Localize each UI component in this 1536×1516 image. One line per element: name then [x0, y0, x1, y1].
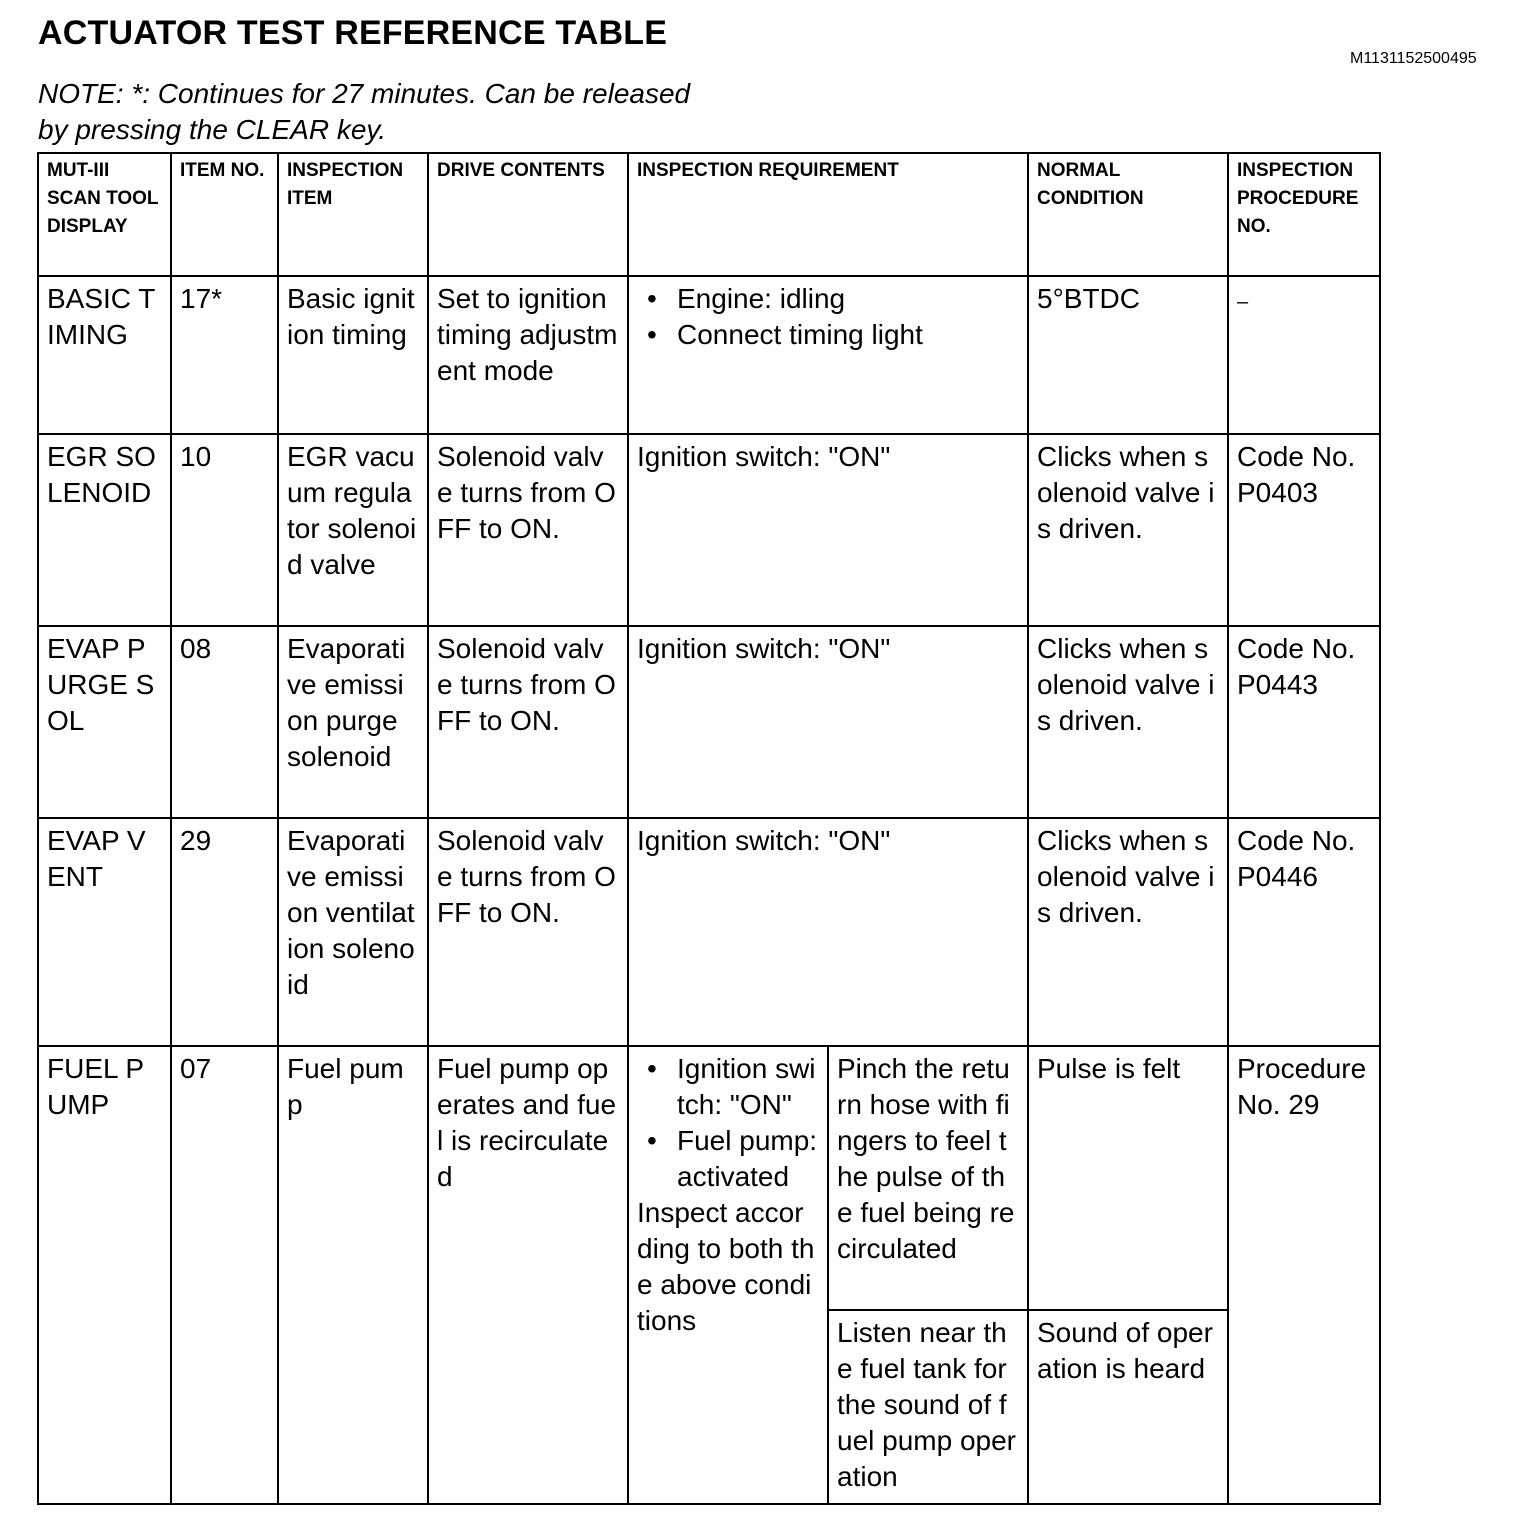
actuator-test-table [37, 152, 1381, 1505]
table-row [38, 626, 1380, 818]
cell-normal-condition: Pulse is felt [1028, 1046, 1228, 1310]
cell-inspection-requirement: Ignition switch: "ON" [628, 434, 1028, 626]
cell-drive-contents: Solenoid valve turns from OFF to ON. [428, 818, 628, 1046]
cell-drive-contents: Fuel pump operates and fuel is recirculated [428, 1046, 628, 1504]
requirement-bullet: • Fuel pump: activated [637, 1123, 819, 1195]
table-header-row [38, 153, 1380, 276]
note-line-2: by pressing the CLEAR key. [38, 114, 387, 145]
cell-normal-condition: Sound of operation is heard [1028, 1310, 1228, 1504]
cell-inspection-requirement [628, 1046, 828, 1504]
cell-item-no: 29 [171, 818, 278, 1046]
cell-inspection-item: Evaporative emission purge solenoid [278, 626, 428, 818]
cell-display: EGR SOLENOID [38, 434, 171, 626]
cell-procedure-no: Code No. P0403 [1228, 434, 1380, 626]
cell-inspection-item: Evaporative emission ventilation solenoid [278, 818, 428, 1046]
header-normal-condition: NORMAL CONDITION [1028, 153, 1228, 276]
document-id: M1131152500495 [1350, 50, 1477, 67]
table-row [38, 818, 1380, 1046]
cell-inspection-requirement [628, 276, 1028, 434]
header-procedure-no: INSPECTION PROCEDURE NO. [1228, 153, 1380, 276]
cell-normal-condition: Clicks when solenoid valve is driven. [1028, 626, 1228, 818]
cell-procedure-no: Code No.P0446 [1228, 818, 1380, 1046]
note-line-1: NOTE: *: Continues for 27 minutes. Can be released [38, 78, 691, 109]
cell-inspection-item: EGR vacuum regulator solenoid valve [278, 434, 428, 626]
cell-inspection-requirement: Ignition switch: "ON" [628, 818, 1028, 1046]
cell-display: EVAP PURGE SOL [38, 626, 171, 818]
cell-procedure-no [1228, 276, 1380, 434]
header-display: MUT-III SCAN TOOL DISPLAY [38, 153, 171, 276]
cell-drive-contents: Solenoid valve turns from OFF to ON. [428, 626, 628, 818]
requirement-bullet: • Ignition switch: "ON" [637, 1051, 819, 1123]
cell-item-no: 07 [171, 1046, 278, 1504]
header-item-no: ITEM NO. [171, 153, 278, 276]
header-inspection-item: INSPECTION ITEM [278, 153, 428, 276]
table-row [38, 434, 1380, 626]
cell-normal-condition: Clicks when solenoid valve is driven. [1028, 818, 1228, 1046]
table-row [38, 276, 1380, 434]
cell-item-no: 10 [171, 434, 278, 626]
cell-display: EVAP VENT [38, 818, 171, 1046]
page-title: ACTUATOR TEST REFERENCE TABLE [38, 14, 668, 52]
header-inspection-requirement: INSPECTION REQUIREMENT [628, 153, 1028, 276]
requirement-note: Inspect according to both the above conditions [637, 1197, 815, 1336]
cell-display: FUEL PUMP [38, 1046, 171, 1504]
cell-inspection-item: Basic ignition timing [278, 276, 428, 434]
header-drive-contents: DRIVE CONTENTS [428, 153, 628, 276]
cell-drive-contents: Set to ignition timing adjustment mode [428, 276, 628, 434]
requirement-bullet: • Engine: idling [637, 281, 1019, 317]
cell-drive-contents: Solenoid valve turns from OFF to ON. [428, 434, 628, 626]
cell-item-no: 17* [171, 276, 278, 434]
table-row [38, 1046, 1380, 1310]
cell-check-method: Listen near the fuel tank for the sound of fuel pump operation [828, 1310, 1028, 1504]
cell-display: BASIC TIMING [38, 276, 171, 434]
requirement-bullet: • Connect timing light [637, 317, 1019, 353]
cell-normal-condition: Clicks when solenoid valve is driven. [1028, 434, 1228, 626]
cell-inspection-item: Fuel pump [278, 1046, 428, 1504]
cell-normal-condition: 5°BTDC [1028, 276, 1228, 434]
cell-item-no: 08 [171, 626, 278, 818]
dash-placeholder: – [1237, 291, 1249, 313]
cell-check-method: Pinch the return hose with fingers to feel the pulse of the fuel being recirculated [828, 1046, 1028, 1310]
cell-inspection-requirement: Ignition switch: "ON" [628, 626, 1028, 818]
cell-procedure-no: Procedure No. 29 [1228, 1046, 1380, 1504]
cell-procedure-no: Code No. P0443 [1228, 626, 1380, 818]
table-note [38, 76, 798, 148]
